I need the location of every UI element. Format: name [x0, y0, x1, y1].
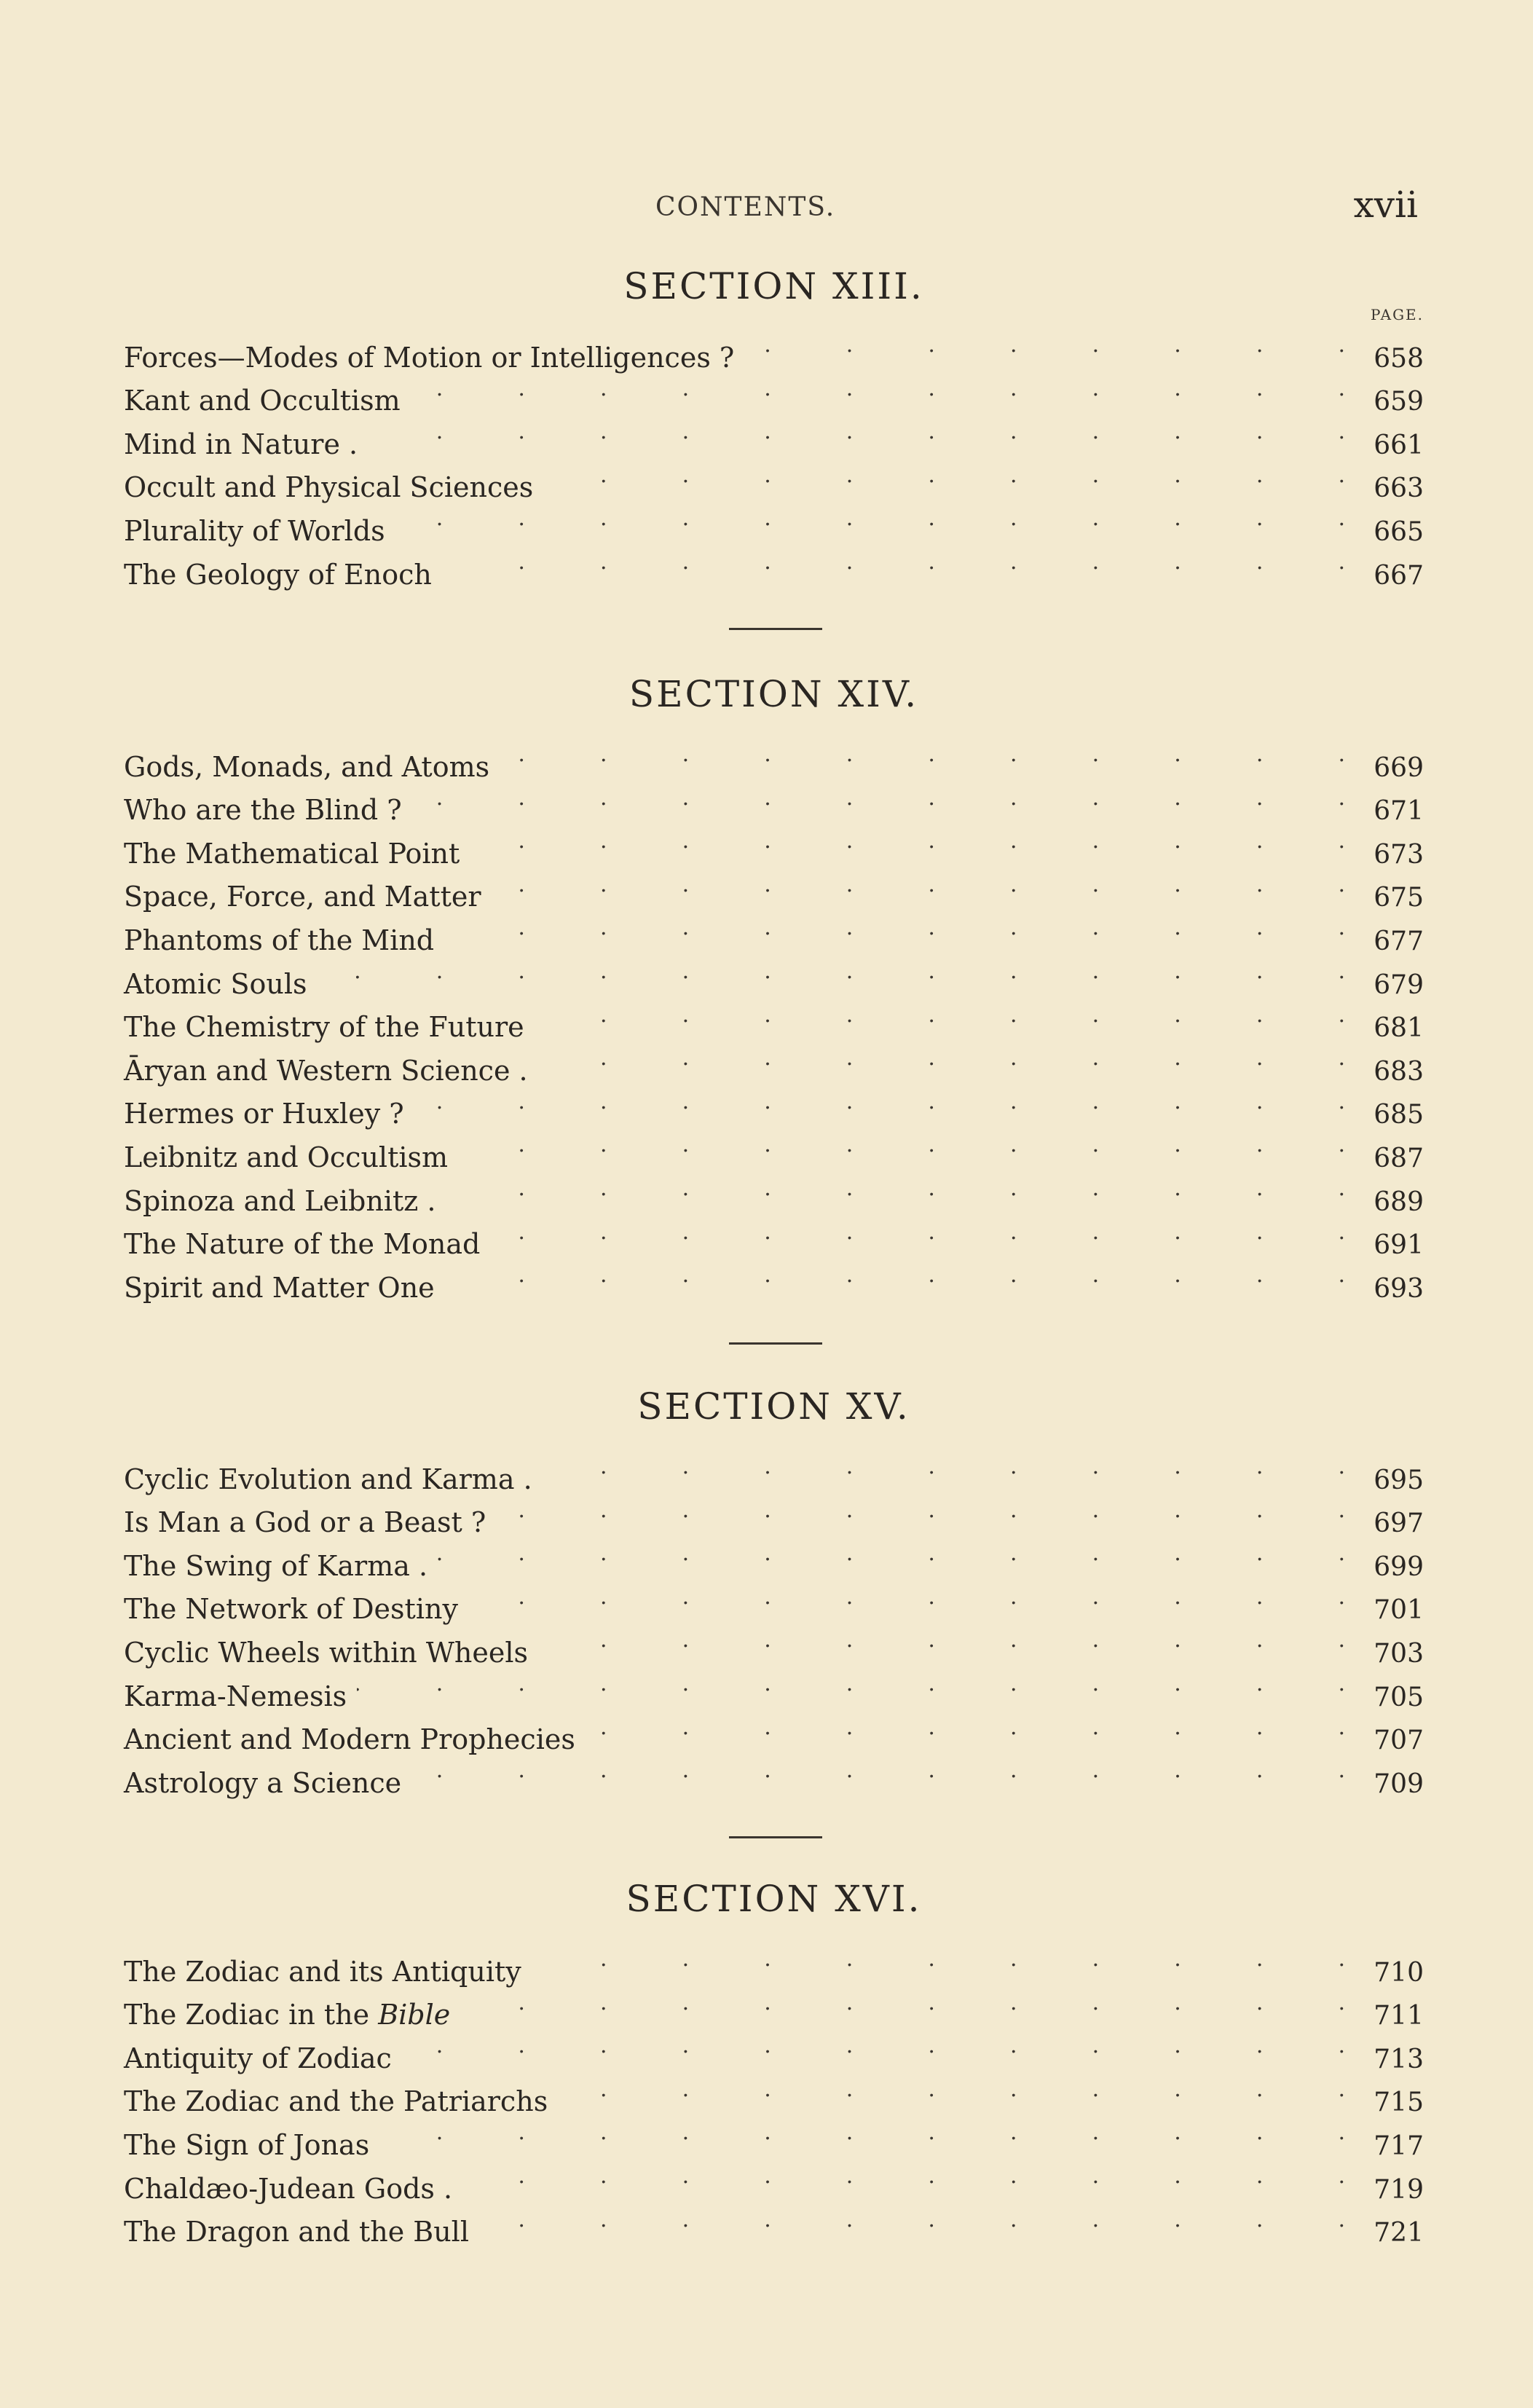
entry-page: 693: [1365, 1267, 1424, 1311]
entry-page: 658: [1365, 337, 1424, 381]
dot-leader: [460, 1981, 1365, 2025]
entry-page: 713: [1365, 2038, 1424, 2082]
dot-leader: [402, 2024, 1365, 2068]
dot-leader: [558, 2068, 1365, 2112]
entry-title: Hermes or Huxley ?: [124, 1093, 414, 1136]
entry-title: Cyclic Evolution and Karma .: [124, 1458, 543, 1502]
entry-title: The Sign of Jonas: [124, 2124, 379, 2168]
entry-title: Mind in Nature .: [124, 423, 368, 467]
dot-leader: [535, 994, 1365, 1037]
entry-title-text: The Zodiac in the: [124, 1999, 370, 2031]
dot-leader: [446, 1167, 1365, 1211]
entry-page: 667: [1365, 554, 1424, 598]
dot-leader: [445, 1254, 1365, 1297]
entry-page: 677: [1365, 920, 1424, 964]
entry-page: 685: [1365, 1093, 1424, 1137]
dot-leader: [538, 1036, 1365, 1080]
entry-page: 665: [1365, 511, 1424, 554]
entry-page: 721: [1365, 2211, 1424, 2255]
entry-page: 703: [1365, 1632, 1424, 1676]
entry-page: 705: [1365, 1676, 1424, 1720]
entry-page: 707: [1365, 1719, 1424, 1763]
entry-page: 697: [1365, 1502, 1424, 1546]
running-head: [0, 184, 1533, 232]
dot-leader: [444, 906, 1365, 950]
entry-page: 710: [1365, 1951, 1424, 1995]
entry-page: 691: [1365, 1224, 1424, 1267]
entry-title: The Nature of the Monad: [124, 1223, 490, 1267]
dot-leader: [318, 950, 1365, 994]
entry-page: 659: [1365, 380, 1424, 424]
dot-leader: [538, 1618, 1365, 1662]
entry-title: [124, 1994, 460, 2037]
entry-title: Kant and Occultism: [124, 379, 411, 423]
entry-page: 675: [1365, 876, 1424, 920]
section-divider: [729, 628, 822, 630]
dot-leader: [414, 1080, 1365, 1124]
entry-page: 661: [1365, 424, 1424, 468]
dot-leader: [462, 2155, 1365, 2198]
entry-title: Forces—Modes of Motion or Intelligences ?: [124, 337, 744, 380]
entry-page: 673: [1365, 833, 1424, 877]
page-column-label: PAGE.: [1371, 306, 1424, 323]
entry-page: 671: [1365, 790, 1424, 833]
toc-entry[interactable]: [124, 1937, 1424, 1988]
entry-title: Atomic Souls: [124, 963, 318, 1007]
entry-title: Karma-Nemesis: [124, 1675, 357, 1719]
entry-title: Chaldæo-Judean Gods .: [124, 2168, 462, 2211]
section-divider: [729, 1836, 822, 1838]
entry-page: 681: [1365, 1007, 1424, 1050]
entry-title: The Zodiac and its Antiquity: [124, 1951, 532, 1994]
entry-title: Space, Force, and Matter: [124, 876, 492, 919]
dot-leader: [492, 863, 1366, 907]
entry-title: The Swing of Karma .: [124, 1545, 438, 1589]
entry-title: Ancient and Modern Prophecies: [124, 1718, 586, 1762]
section-xiii: [124, 261, 1424, 591]
entry-page: 687: [1365, 1137, 1424, 1181]
entry-title-italic: Bible: [378, 1999, 451, 2031]
dot-leader: [744, 323, 1365, 367]
section-xv: [124, 1381, 1424, 1799]
dot-leader: [458, 1123, 1365, 1167]
entry-title: Is Man a God or a Beast ?: [124, 1501, 496, 1545]
dot-leader: [438, 1532, 1365, 1575]
dot-leader: [479, 2198, 1365, 2242]
entry-title: Āryan and Western Science .: [124, 1050, 538, 1093]
section-title: SECTION XVI.: [626, 1878, 922, 1920]
section-title: SECTION XV.: [637, 1385, 910, 1428]
dot-leader: [442, 540, 1365, 584]
entry-page: 701: [1365, 1589, 1424, 1632]
entry-title: The Mathematical Point: [124, 833, 470, 876]
entry-title: Leibnitz and Occultism: [124, 1136, 458, 1180]
entry-title: Phantoms of the Mind: [124, 919, 444, 963]
entry-page: 715: [1365, 2081, 1424, 2125]
entry-page: 711: [1365, 1994, 1424, 2038]
running-title: CONTENTS.: [655, 192, 836, 222]
entry-title: Cyclic Wheels within Wheels: [124, 1632, 538, 1675]
toc-entry[interactable]: [124, 1445, 1424, 1495]
section-xiv: [124, 669, 1424, 1304]
entry-title: The Chemistry of the Future: [124, 1006, 535, 1050]
dot-leader: [532, 1937, 1365, 1981]
dot-leader: [468, 1575, 1365, 1619]
entry-page: 669: [1365, 747, 1424, 790]
toc-entry[interactable]: [124, 994, 1424, 1044]
entry-page: 719: [1365, 2168, 1424, 2212]
section-title: SECTION XIV.: [628, 673, 919, 715]
entry-page: 695: [1365, 1459, 1424, 1503]
entry-title: The Geology of Enoch: [124, 554, 442, 597]
entry-title: Astrology a Science: [124, 1762, 411, 1806]
dot-leader: [543, 454, 1365, 497]
dot-leader: [470, 819, 1365, 863]
entry-page: 679: [1365, 964, 1424, 1007]
entry-page: 699: [1365, 1546, 1424, 1589]
entry-title: The Dragon and the Bull: [124, 2211, 479, 2254]
dot-leader: [490, 1211, 1365, 1254]
entry-page: 683: [1365, 1050, 1424, 1094]
entry-title: Occult and Physical Sciences: [124, 466, 543, 510]
entry-title: Plurality of Worlds: [124, 510, 395, 554]
section-xvi: [124, 1873, 1424, 2248]
page-number: xvii: [1353, 184, 1418, 226]
entry-title: Spinoza and Leibnitz .: [124, 1180, 446, 1224]
toc-entry[interactable]: [124, 323, 1424, 374]
dot-leader: [586, 1706, 1365, 1750]
entry-page: 663: [1365, 467, 1424, 511]
entry-title: Antiquity of Zodiac: [124, 2037, 402, 2081]
entry-title: Gods, Monads, and Atoms: [124, 746, 500, 790]
dot-leader: [412, 776, 1365, 820]
dot-leader: [368, 410, 1365, 454]
entry-page: 709: [1365, 1763, 1424, 1806]
entry-list: [124, 733, 1424, 1304]
section-divider: [729, 1342, 822, 1345]
dot-leader: [500, 733, 1365, 776]
entry-list: [124, 1445, 1424, 1799]
entry-title: The Network of Destiny: [124, 1588, 468, 1632]
dot-leader: [496, 1489, 1365, 1532]
entry-title: Who are the Blind ?: [124, 789, 412, 833]
entry-list: [124, 323, 1424, 591]
entry-page: 689: [1365, 1181, 1424, 1224]
entry-page: 717: [1365, 2125, 1424, 2168]
entry-title: The Zodiac and the Patriarchs: [124, 2080, 558, 2124]
section-title: SECTION XIII.: [623, 265, 924, 307]
toc-entry[interactable]: [124, 733, 1424, 783]
entry-title: Spirit and Matter One: [124, 1267, 445, 1310]
dot-leader: [543, 1445, 1365, 1489]
entry-list: [124, 1937, 1424, 2248]
